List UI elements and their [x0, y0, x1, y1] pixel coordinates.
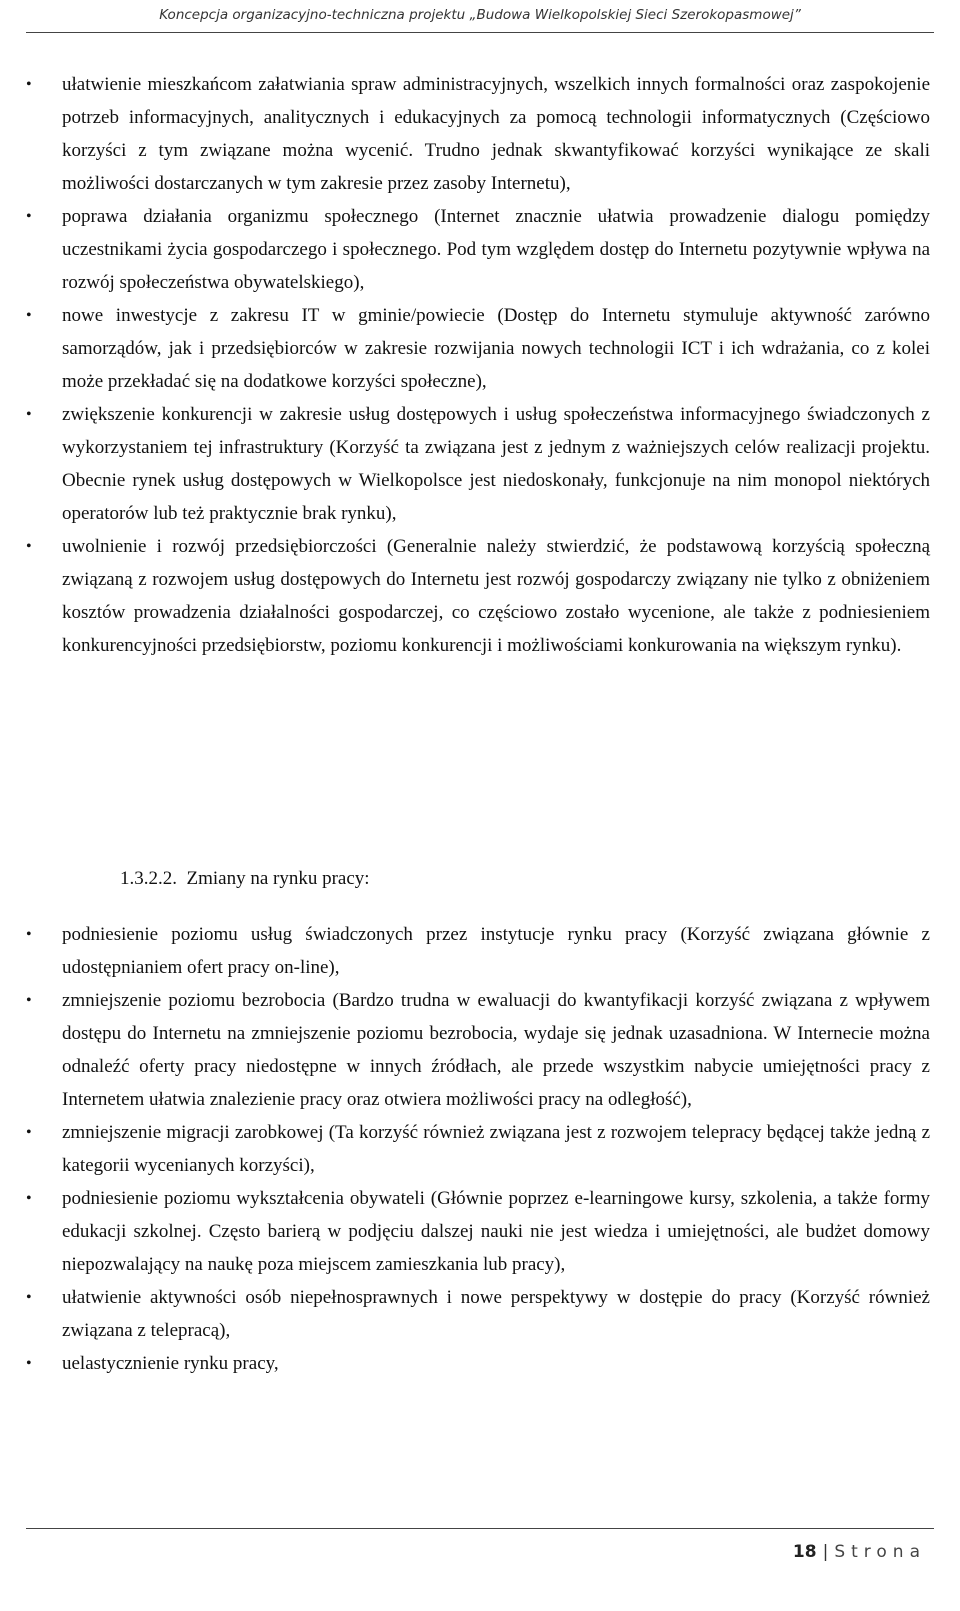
bullet-icon — [26, 1281, 32, 1314]
list-item: • zmniejszenie migracji zarobkowej (Ta korzyść również związana jest z rozwojem telepracy będącej także jedną z kategorii wycenianych korzyści), — [20, 1116, 930, 1182]
header-divider — [26, 32, 934, 33]
page-number: 18 — [792, 1542, 817, 1562]
bullet-icon — [26, 398, 32, 431]
footer-separator: | — [822, 1542, 829, 1562]
bullet-icon — [26, 68, 32, 101]
benefits-list — [20, 68, 930, 662]
labour-market-list — [20, 918, 930, 1380]
bullet-icon — [26, 984, 32, 1017]
page-word: Strona — [834, 1542, 926, 1562]
bullet-icon — [26, 530, 32, 563]
bullet-icon — [26, 1347, 32, 1380]
list-item: • nowe inwestycje z zakresu IT w gminie/powiecie (Dostęp do Internetu stymuluje aktywność zarówno samorządów, jak i przedsiębiorców w zakresie rozwijania nowych technologii ICT i ich wdrażania, co z kolei może przekładać się na dodatkowe korzyści społeczne), — [20, 299, 930, 398]
list-item: • podniesienie poziomu wykształcenia obywateli (Głównie poprzez e-learningowe kursy, szkolenia, a także formy edukacji szkolnej. Często barierą w podjęciu dalszej nauki nie jest wiedza i umiejętności, ale budżet domowy niepozwalający na naukę poza miejscem zamieszkania lub pracy), — [20, 1182, 930, 1281]
bullet-icon — [26, 918, 32, 951]
section-title: Zmiany na rynku pracy: — [186, 868, 370, 889]
list-item: • podniesienie poziomu usług świadczonych przez instytucje rynku pracy (Korzyść związana głównie z udostępnianiem ofert pracy on-line), — [20, 918, 930, 984]
bullet-icon — [26, 1182, 32, 1215]
list-item: • zwiększenie konkurencji w zakresie usług dostępowych i usług społeczeństwa informacyjnego świadczonych z wykorzystaniem tej infrastruktury (Korzyść ta związana jest z jednym z ważniejszych celów realizacji projektu. Obecnie rynek usług dostępowych w Wielkopolsce jest niedoskonały, funkcjonuje na nim monopol niektórych operatorów lub też praktycznie brak rynku), — [20, 398, 930, 530]
bullet-icon — [26, 200, 32, 233]
list-item: • uwolnienie i rozwój przedsiębiorczości (Generalnie należy stwierdzić, że podstawową korzyścią społeczną związaną z rozwojem usług dostępowych do Internetu jest rozwój gospodarczy związany nie tylko z obniżeniem kosztów prowadzenia działalności gospodarczej, co częściowo zostało wycenione, ale także z podniesieniem konkurencyjności przedsiębiorstw, poziomu konkurencji i możliwościami konkurowania na większym rynku). — [20, 530, 930, 662]
list-item: • uelastycznienie rynku pracy, — [20, 1347, 930, 1380]
running-header: Koncepcja organizacyjno-techniczna projektu „Budowa Wielkopolskiej Sieci Szerokopasmowej” — [159, 7, 801, 23]
section-heading — [120, 868, 370, 890]
section-number: 1.3.2.2. — [120, 868, 177, 889]
bullet-icon — [26, 1116, 32, 1149]
page-footer — [793, 1542, 926, 1562]
footer-divider — [26, 1528, 934, 1529]
list-item: • poprawa działania organizmu społecznego (Internet znacznie ułatwia prowadzenie dialogu pomiędzy uczestnikami życia gospodarczego i społecznego. Pod tym względem dostęp do Internetu pozytywnie wpływa na rozwój społeczeństwa obywatelskiego), — [20, 200, 930, 299]
list-item: • zmniejszenie poziomu bezrobocia (Bardzo trudna w ewaluacji do kwantyfikacji korzyść związana z wpływem dostępu do Internetu na zmniejszenie poziomu bezrobocia, wydaje się jednak uzasadniona. W Internecie można odnaleźć oferty pracy niedostępne w innych źródłach, ale przede wszystkim nabycie umiejętności pracy z Internetem ułatwia znalezienie pracy oraz otwiera możliwości pracy na odległość), — [20, 984, 930, 1116]
bullet-icon — [26, 299, 32, 332]
list-item: • ułatwienie mieszkańcom załatwiania spraw administracyjnych, wszelkich innych formalności oraz zaspokojenie potrzeb informacyjnych, analitycznych i edukacyjnych za pomocą technologii informatycznych (Częściowo korzyści z tym związane można wycenić. Trudno jednak skwantyfikować korzyści wynikające ze skali możliwości dostarczanych w tym zakresie przez zasoby Internetu), — [20, 68, 930, 200]
list-item: • ułatwienie aktywności osób niepełnosprawnych i nowe perspektywy w dostępie do pracy (Korzyść również związana z telepracą), — [20, 1281, 930, 1347]
